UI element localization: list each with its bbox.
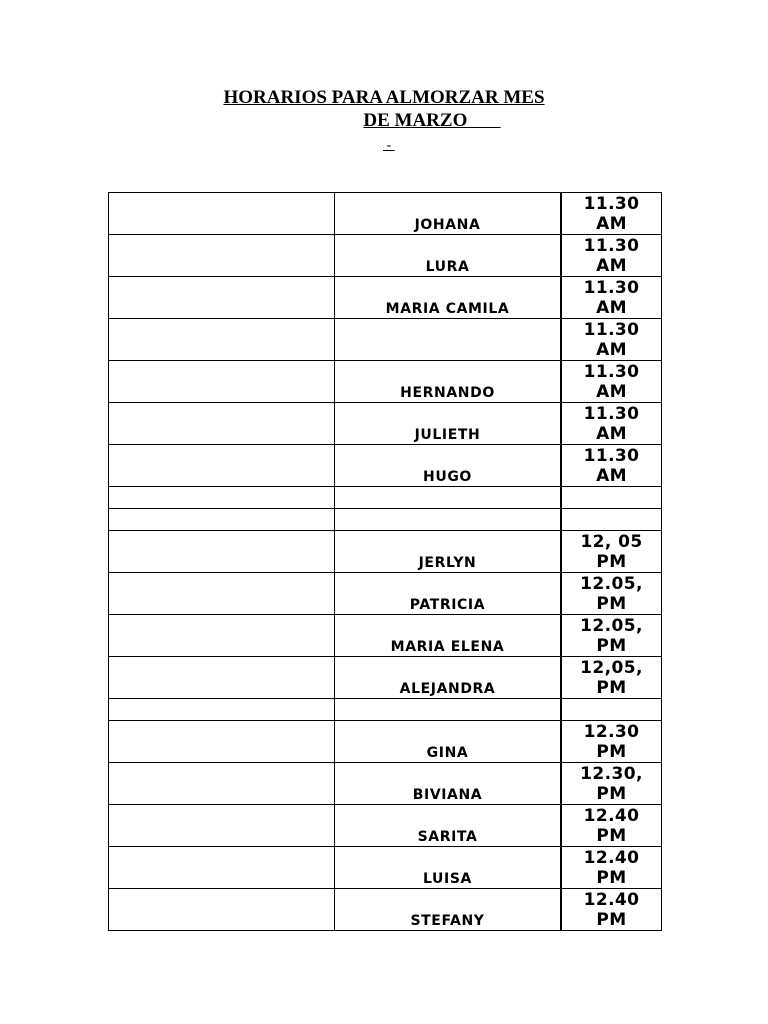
time-cell	[561, 615, 662, 657]
name-cell: MARIA CAMILA	[335, 277, 562, 319]
time-text: 11.30 AM	[583, 277, 640, 318]
table-row	[109, 657, 662, 699]
table-row	[109, 509, 662, 531]
name-cell	[335, 319, 562, 361]
time-text: 12.30, PM	[580, 763, 643, 804]
name-cell: JULIETH	[335, 403, 562, 445]
time-cell	[561, 805, 662, 847]
table-row	[109, 319, 662, 361]
table-row	[109, 235, 662, 277]
table-row	[109, 763, 662, 805]
time-text: 11.30 AM	[583, 445, 640, 486]
time-cell	[561, 319, 662, 361]
time-text: 12.05, PM	[580, 615, 643, 656]
time-text: 12.05, PM	[580, 573, 643, 614]
name-cell: BIVIANA	[335, 763, 562, 805]
table-row	[109, 403, 662, 445]
name-cell	[335, 509, 562, 531]
title-dash: -	[383, 138, 395, 153]
empty-cell	[109, 573, 335, 615]
name-cell	[335, 699, 562, 721]
time-text: 11.30 AM	[583, 193, 640, 234]
time-cell	[561, 361, 662, 403]
time-cell	[561, 573, 662, 615]
time-cell	[561, 193, 662, 235]
empty-cell	[109, 509, 335, 531]
empty-cell	[109, 889, 335, 931]
name-cell: JOHANA	[335, 193, 562, 235]
table-row	[109, 531, 662, 573]
empty-cell	[109, 699, 335, 721]
table-row	[109, 889, 662, 931]
schedule-body	[109, 193, 662, 931]
table-row	[109, 445, 662, 487]
table-row	[109, 699, 662, 721]
time-text: 12.40 PM	[583, 847, 640, 888]
table-row	[109, 573, 662, 615]
empty-cell	[109, 805, 335, 847]
name-cell: SARITA	[335, 805, 562, 847]
name-cell: PATRICIA	[335, 573, 562, 615]
empty-cell	[109, 657, 335, 699]
empty-cell	[109, 531, 335, 573]
name-cell: ALEJANDRA	[335, 657, 562, 699]
name-cell: LURA	[335, 235, 562, 277]
time-text: 11.30 AM	[583, 235, 640, 276]
empty-cell	[109, 193, 335, 235]
time-cell	[561, 847, 662, 889]
empty-cell	[109, 403, 335, 445]
time-cell	[561, 699, 662, 721]
time-cell	[561, 445, 662, 487]
table-row	[109, 277, 662, 319]
time-cell	[561, 403, 662, 445]
name-cell: HERNANDO	[335, 361, 562, 403]
table-row	[109, 487, 662, 509]
name-cell: STEFANY	[335, 889, 562, 931]
empty-cell	[109, 445, 335, 487]
document-title	[0, 86, 768, 132]
table-row	[109, 615, 662, 657]
name-cell: HUGO	[335, 445, 562, 487]
table-row	[109, 847, 662, 889]
time-text: 12.40 PM	[583, 889, 640, 930]
title-line-2: DE MARZO	[363, 110, 501, 131]
time-cell	[561, 763, 662, 805]
table-row	[109, 193, 662, 235]
empty-cell	[109, 615, 335, 657]
empty-cell	[109, 235, 335, 277]
time-text: 12.30 PM	[583, 721, 640, 762]
title-line-1: HORARIOS PARA ALMORZAR MES	[223, 87, 545, 108]
empty-cell	[109, 361, 335, 403]
name-cell: GINA	[335, 721, 562, 763]
time-text: 11.30 AM	[583, 361, 640, 402]
time-cell	[561, 487, 662, 509]
table-row	[109, 721, 662, 763]
time-cell	[561, 531, 662, 573]
name-cell	[335, 487, 562, 509]
time-text: 12, 05 PM	[580, 531, 643, 572]
name-cell: JERLYN	[335, 531, 562, 573]
time-text: 11.30 AM	[583, 319, 640, 360]
time-cell	[561, 277, 662, 319]
empty-cell	[109, 277, 335, 319]
time-cell	[561, 657, 662, 699]
lunch-schedule-table	[108, 192, 662, 931]
empty-cell	[109, 847, 335, 889]
empty-cell	[109, 763, 335, 805]
table-row	[109, 361, 662, 403]
time-cell	[561, 889, 662, 931]
empty-cell	[109, 487, 335, 509]
empty-cell	[109, 319, 335, 361]
time-cell	[561, 509, 662, 531]
name-cell: LUISA	[335, 847, 562, 889]
empty-cell	[109, 721, 335, 763]
time-text: 11.30 AM	[583, 403, 640, 444]
time-cell	[561, 721, 662, 763]
time-text: 12,05, PM	[580, 657, 643, 698]
name-cell: MARIA ELENA	[335, 615, 562, 657]
table-row	[109, 805, 662, 847]
time-text: 12.40 PM	[583, 805, 640, 846]
time-cell	[561, 235, 662, 277]
